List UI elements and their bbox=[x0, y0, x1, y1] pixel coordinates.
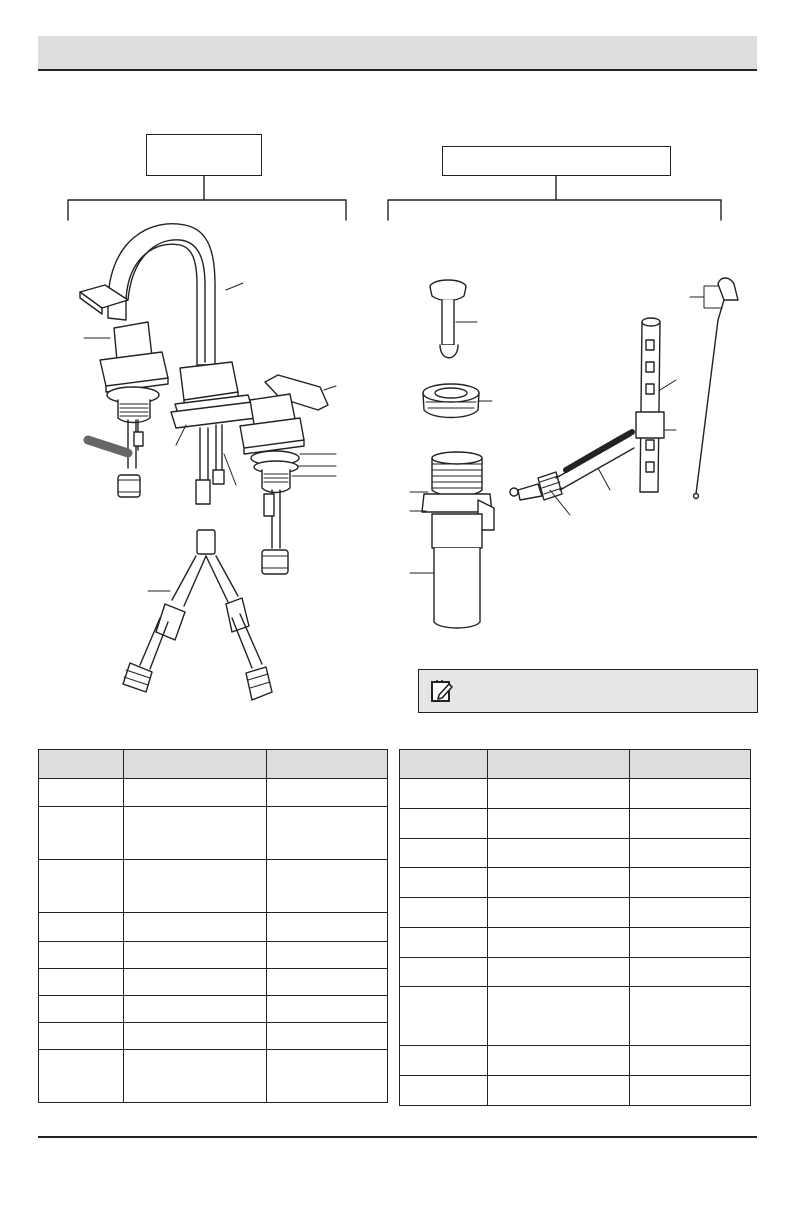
table-header-cell bbox=[267, 750, 388, 779]
table-header-cell bbox=[400, 750, 488, 779]
footer-rule bbox=[38, 1136, 757, 1138]
table-header-cell bbox=[630, 750, 751, 779]
table-row bbox=[39, 1050, 388, 1103]
table-header-cell bbox=[488, 750, 630, 779]
drain-flange bbox=[423, 384, 479, 418]
drain-body bbox=[422, 452, 494, 628]
table-row bbox=[39, 779, 388, 807]
table-row bbox=[400, 958, 751, 987]
parts-table-right bbox=[399, 749, 751, 1106]
drain-group-label-box bbox=[442, 146, 671, 176]
drain-group-bracket bbox=[388, 175, 721, 220]
pivot-rod-assembly bbox=[510, 432, 634, 500]
note-pencil-icon bbox=[429, 678, 455, 704]
parts-table-left bbox=[38, 749, 388, 1103]
table-row bbox=[39, 1023, 388, 1050]
table-row bbox=[39, 942, 388, 969]
table-row bbox=[39, 969, 388, 996]
table-header-row bbox=[400, 750, 751, 779]
table-row bbox=[400, 1076, 751, 1106]
table-row bbox=[39, 996, 388, 1023]
y-connector-hose bbox=[123, 530, 272, 700]
table-row bbox=[39, 913, 388, 942]
table-row bbox=[39, 807, 388, 860]
table-row bbox=[400, 868, 751, 898]
table-row bbox=[400, 898, 751, 928]
table-row bbox=[400, 1046, 751, 1076]
table-row bbox=[400, 779, 751, 809]
pop-up-stopper bbox=[430, 280, 466, 358]
table-header-cell bbox=[124, 750, 267, 779]
table-row bbox=[400, 839, 751, 868]
table-row bbox=[400, 987, 751, 1046]
faucet-group-bracket bbox=[68, 175, 346, 220]
right-handle-assembly bbox=[240, 375, 328, 574]
table-header-row bbox=[39, 750, 388, 779]
lift-rod bbox=[694, 278, 739, 499]
table-header-cell bbox=[39, 750, 124, 779]
table-row bbox=[39, 860, 388, 913]
table-row bbox=[400, 809, 751, 839]
table-row bbox=[400, 928, 751, 958]
note-box bbox=[418, 669, 758, 713]
clevis-strap bbox=[636, 318, 664, 492]
faucet-group-label-box bbox=[146, 134, 262, 176]
